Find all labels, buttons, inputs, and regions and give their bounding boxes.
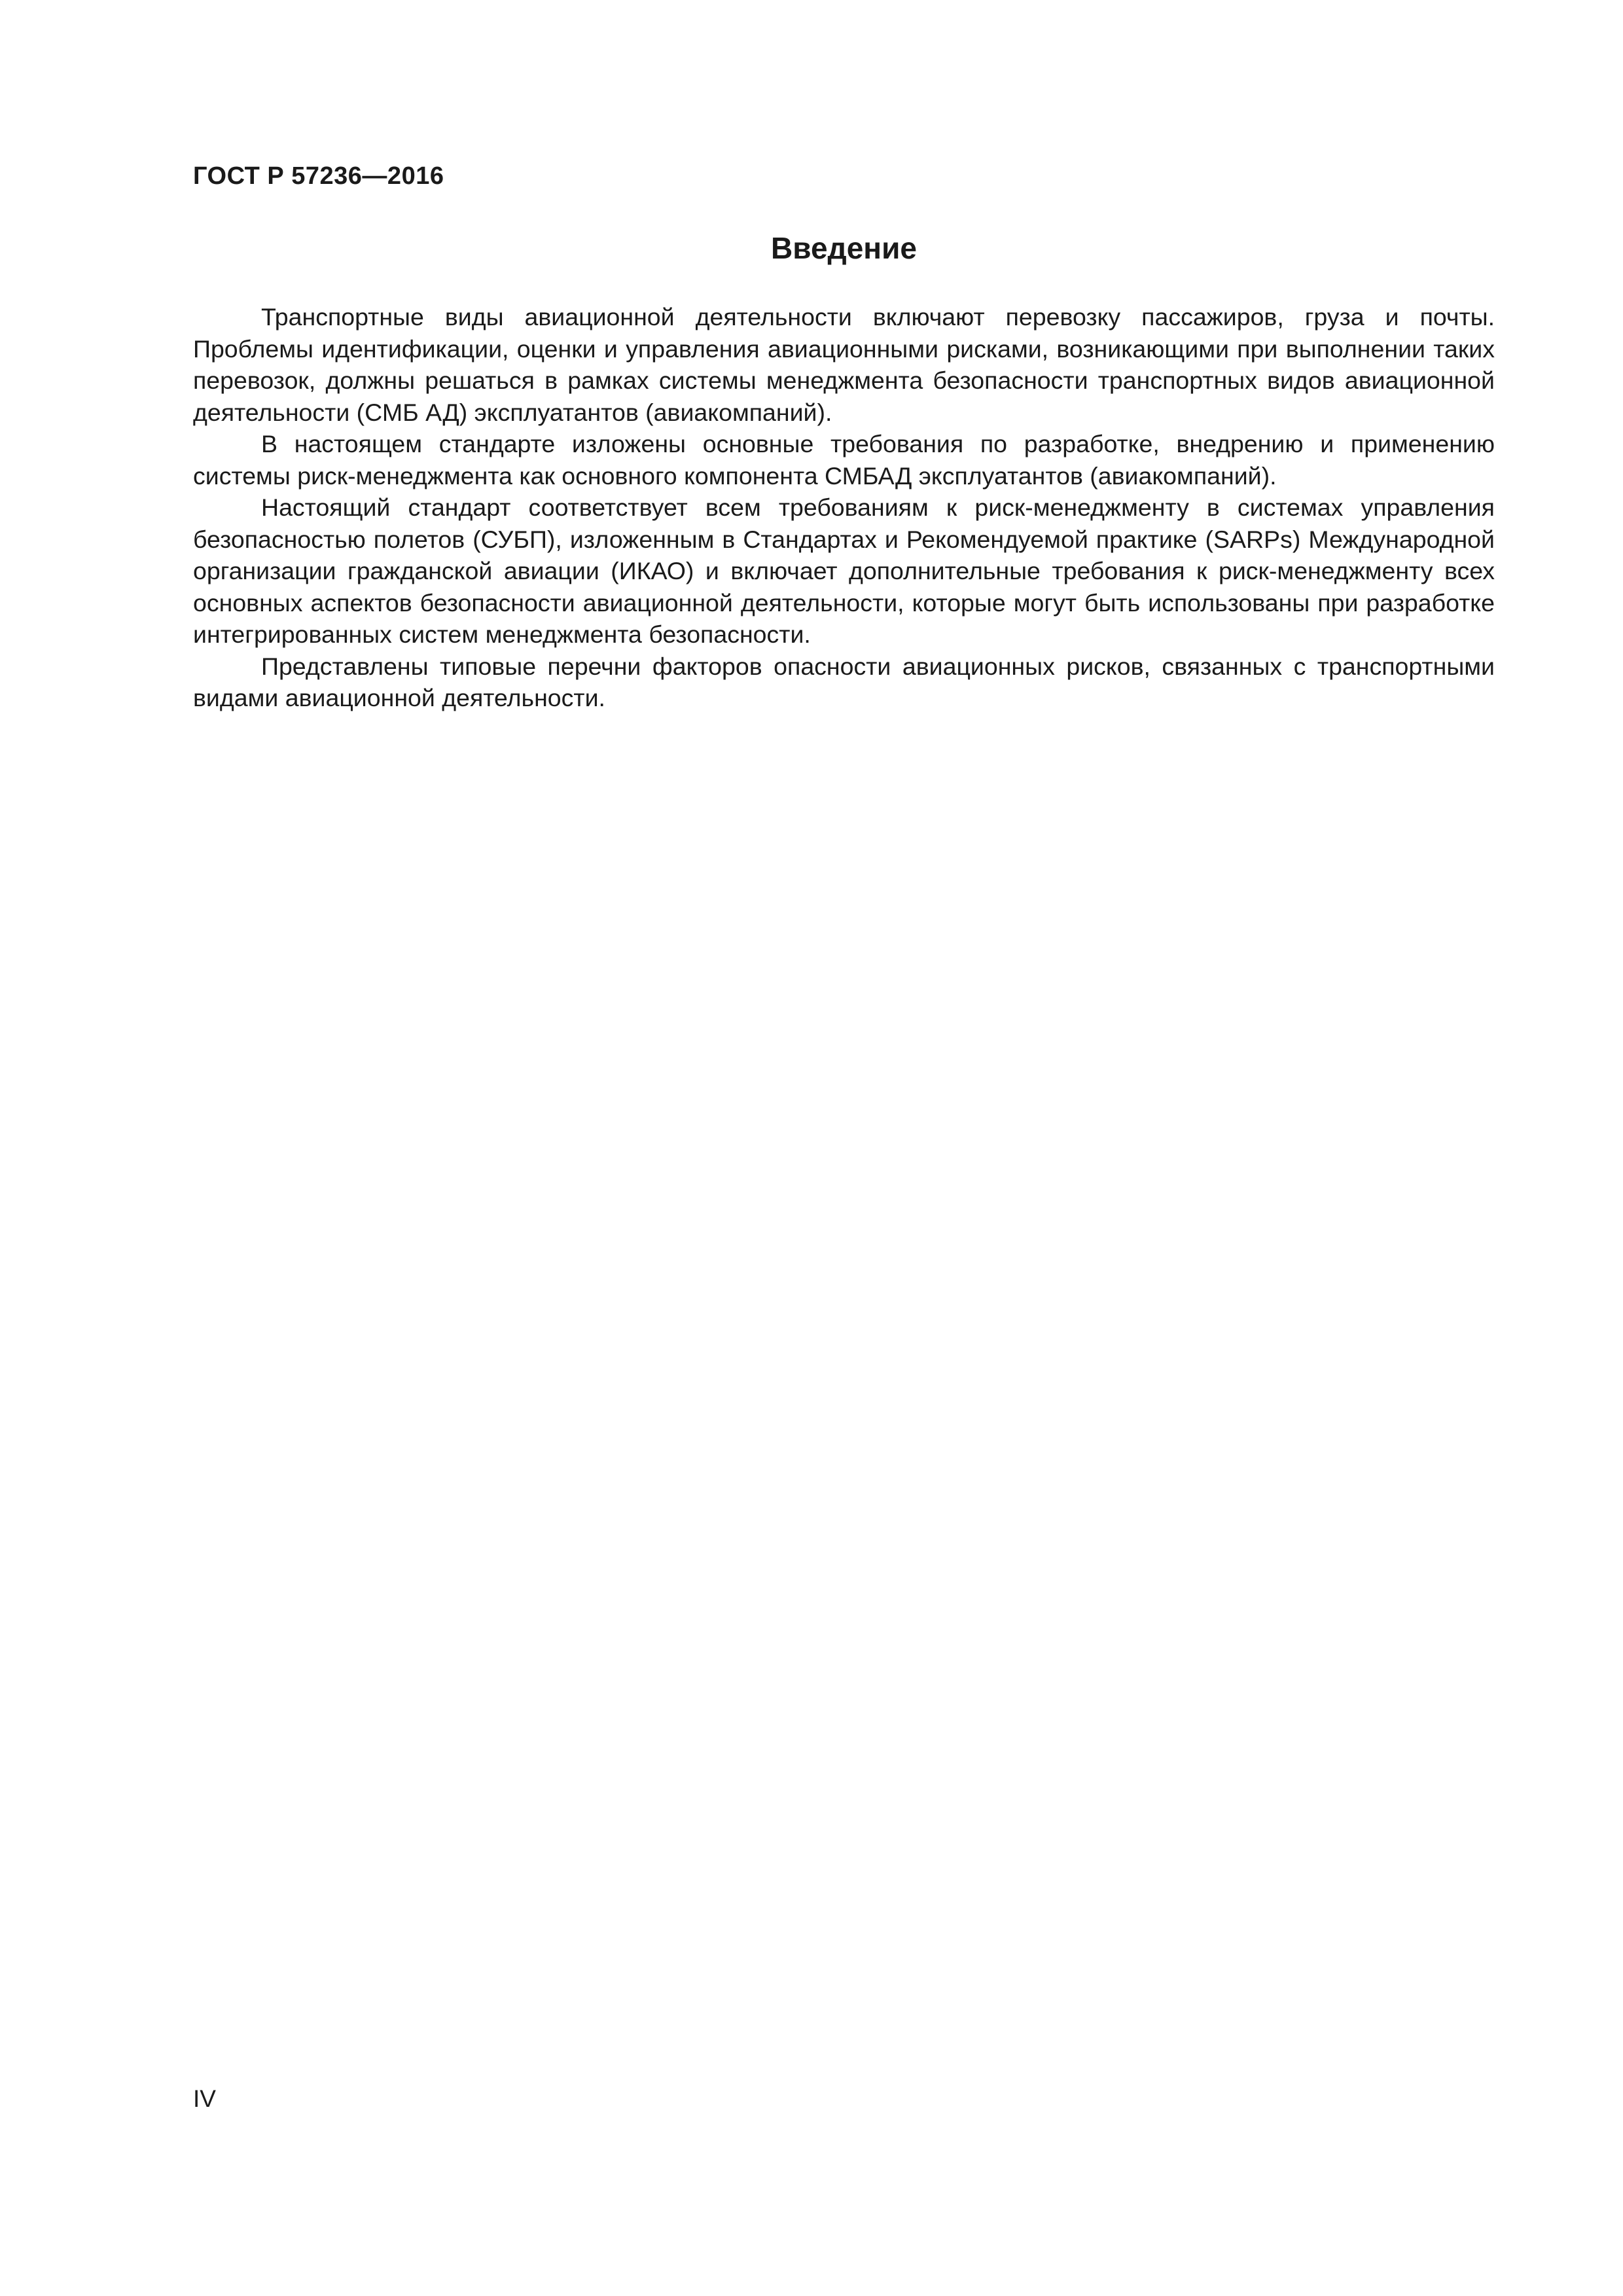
paragraph: Представлены типовые перечни факторов опасности авиационных рисков, связанных с транспортными видами авиационной деятельности. [193,652,1495,711]
body-text [193,301,1495,714]
page-number: IV [193,2085,216,2112]
paragraph: В настоящем стандарте изложены основные требования по разработке, внедрению и применению системы риск-менеджмента как основного компонента СМБАД эксплуатантов (авиакомпаний). [193,430,1495,490]
document-header: ГОСТ Р 57236—2016 [193,162,444,190]
paragraph: Транспортные виды авиационной деятельности включают перевозку пассажиров, груза и почты. Проблемы идентификации, оценки и управления авиационными рисками, возникающими при выполнении таких перевозок, должны решаться в рамках системы менеджмента безопасности транспортных видов авиационной деятельности (СМБ АД) эксплуатантов (авиакомпаний). [193,303,1495,426]
section-title: Введение [771,231,917,265]
paragraph: Настоящий стандарт соответствует всем требованиям к риск-менеджменту в системах управления безопасностью полетов (СУБП), изложенным в Стандартах и Рекомендуемой практике (SARPs) Международной организации гражданской авиации (ИКАО) и включает дополнительные требования к риск-менеджменту всех основных аспектов безопасности авиационной деятельности, которые могут быть использованы при разработке интегрированных систем менеджмента безопасности. [193,493,1495,648]
